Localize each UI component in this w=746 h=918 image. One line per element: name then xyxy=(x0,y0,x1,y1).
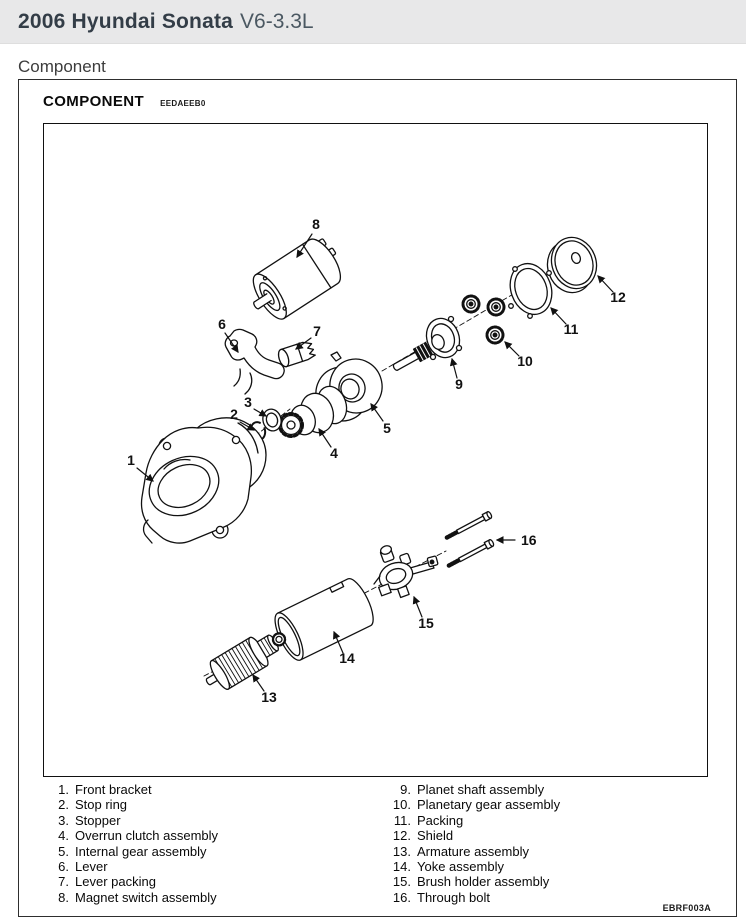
legend-item-label: Planetary gear assembly xyxy=(417,797,561,813)
legend-item-label: Magnet switch assembly xyxy=(75,889,217,905)
part-lever xyxy=(225,329,284,394)
legend-item xyxy=(385,782,715,797)
part-label-16: 16 xyxy=(521,532,537,548)
legend-column-right xyxy=(385,782,715,905)
panel-heading: COMPONENT xyxy=(43,93,145,110)
legend-item-label: Lever packing xyxy=(75,874,156,890)
legend-item xyxy=(385,844,715,859)
legend-item-label: Shield xyxy=(417,828,454,844)
legend-item-number: 12. xyxy=(392,828,411,844)
legend-item xyxy=(385,797,715,812)
part-label-1: 1 xyxy=(127,452,135,468)
legend-item-number: 13. xyxy=(392,843,411,859)
legend-item-label: Stop ring xyxy=(75,797,128,813)
part-label-13: 13 xyxy=(261,689,277,705)
exploded-diagram xyxy=(44,124,707,776)
legend xyxy=(19,782,736,905)
part-label-12: 12 xyxy=(610,289,626,305)
legend-item-label: Yoke assembly xyxy=(417,859,504,875)
part-label-15: 15 xyxy=(418,615,434,631)
part-label-7: 7 xyxy=(313,323,321,339)
legend-item-label: Lever xyxy=(75,859,108,875)
legend-item xyxy=(55,828,385,843)
legend-column-left xyxy=(55,782,385,905)
legend-item-label: Armature assembly xyxy=(417,843,529,859)
legend-item xyxy=(55,797,385,812)
legend-item xyxy=(385,828,715,843)
legend-item-number: 16. xyxy=(392,889,411,905)
legend-item-number: 2. xyxy=(58,797,69,813)
legend-item-number: 7. xyxy=(58,874,69,890)
part-brush-holder xyxy=(374,544,438,597)
legend-item xyxy=(55,890,385,905)
part-label-11: 11 xyxy=(563,321,579,337)
diagram-frame xyxy=(43,123,708,777)
part-magnet-switch xyxy=(241,232,351,328)
legend-item-label: Front bracket xyxy=(75,782,152,797)
page-title: 2006 Hyundai Sonata xyxy=(18,9,234,33)
legend-item-label: Overrun clutch assembly xyxy=(75,828,219,844)
part-label-8: 8 xyxy=(312,216,320,232)
legend-item xyxy=(55,859,385,874)
part-front-bracket xyxy=(140,418,266,543)
legend-item xyxy=(55,813,385,828)
app-header-bar xyxy=(0,0,746,44)
legend-item-number: 10. xyxy=(392,797,411,813)
panel-heading-code: EEDAEEB0 xyxy=(160,99,206,108)
part-label-4: 4 xyxy=(330,445,338,461)
legend-item-label: Packing xyxy=(417,812,464,828)
legend-item-label: Brush holder assembly xyxy=(417,874,550,890)
part-label-9: 9 xyxy=(455,376,463,392)
part-label-10: 10 xyxy=(517,353,533,369)
legend-item-number: 1. xyxy=(58,782,69,797)
legend-item xyxy=(385,813,715,828)
part-through-bolts xyxy=(445,511,494,569)
legend-item-label: Stopper xyxy=(75,812,121,828)
part-yoke xyxy=(270,575,379,664)
legend-item-label: Through bolt xyxy=(417,889,490,905)
legend-item xyxy=(385,874,715,889)
legend-item-number: 9. xyxy=(400,782,411,797)
component-panel xyxy=(18,79,737,917)
legend-item xyxy=(385,859,715,874)
legend-item-number: 3. xyxy=(58,812,69,828)
legend-item-number: 8. xyxy=(58,889,69,905)
legend-item xyxy=(55,874,385,889)
page-title-variant: V6-3.3L xyxy=(240,9,314,33)
part-lever-packing xyxy=(277,340,316,368)
legend-item xyxy=(55,844,385,859)
legend-item xyxy=(55,782,385,797)
legend-item-number: 5. xyxy=(58,843,69,859)
figure-code: EBRF003A xyxy=(662,903,711,913)
legend-item-number: 4. xyxy=(58,828,69,844)
legend-item-number: 15. xyxy=(392,874,411,890)
part-armature xyxy=(199,622,293,696)
legend-item-label: Internal gear assembly xyxy=(75,843,207,859)
legend-item-number: 11. xyxy=(393,812,411,828)
part-label-2: 2 xyxy=(230,406,238,422)
part-label-6: 6 xyxy=(218,316,226,332)
legend-item-number: 6. xyxy=(58,859,69,875)
legend-item-label: Planet shaft assembly xyxy=(417,782,545,797)
part-label-3: 3 xyxy=(244,394,252,410)
breadcrumb: Component xyxy=(18,57,106,76)
panel-header xyxy=(43,93,206,110)
part-label-5: 5 xyxy=(383,420,391,436)
part-label-14: 14 xyxy=(339,650,355,666)
legend-item-number: 14. xyxy=(392,859,411,875)
